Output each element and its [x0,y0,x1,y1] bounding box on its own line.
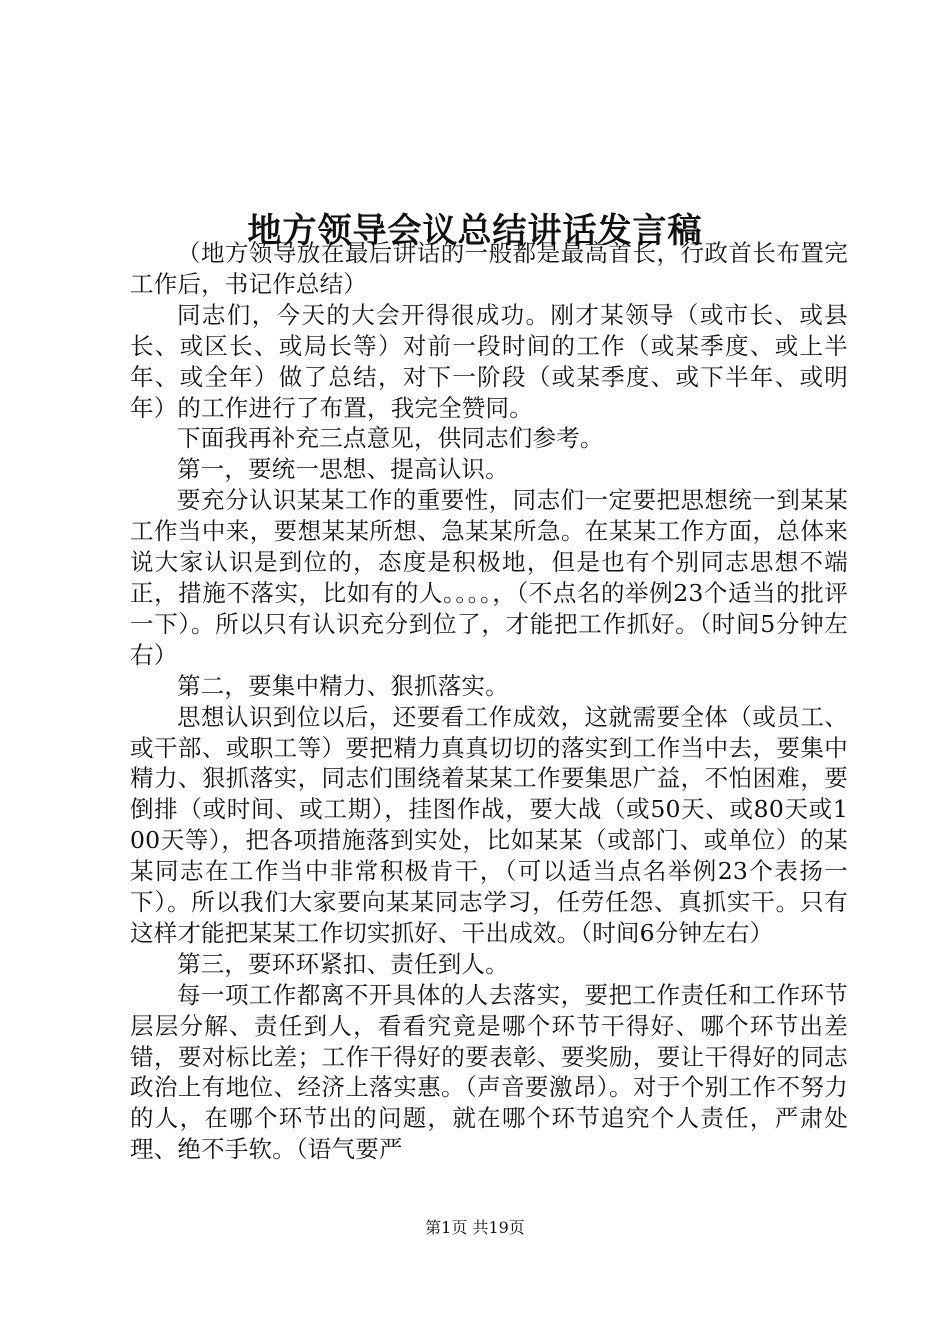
heading-point-three: 第三，要环环紧扣、责任到人。 [177,949,509,978]
heading-point-two: 第二，要集中精力、狠抓落实。 [177,671,509,700]
document-title: 地方领导会议总结讲话发言稿 [247,210,703,251]
paragraph-intro-note: （地方领导放在最后讲话的一般都是最高首长，行政首长布置完工作后，书记作总结） [130,239,848,298]
heading-point-one: 第一，要统一思想、提高认识。 [177,455,509,484]
paragraph-point-three: 每一项工作都离不开具体的人去落实，要把工作责任和工作环节层层分解、责任到人，看看究竟是哪个环节干得好、哪个环节出差错，要对标比差；工作干得好的要表彰、要奖励，要让干得好的同志政治上有地位、经济上落实惠。（声音要激昂）。对于个别工作不努力的人，在哪个环节出的问题，就在哪个环节追究个人责任，严肃处理、绝不手软。（语气要严 [130,980,848,1164]
page-number-footer: 第1页 共19页 [425,1218,525,1237]
paragraph-transition: 下面我再补充三点意见，供同志们参考。 [177,424,604,453]
paragraph-point-two: 思想认识到位以后，还要看工作成效，这就需要全体（或员工、或干部、或职工等）要把精力真真切切的落实到工作当中去，要集中精力、狠抓落实，同志们围绕着某某工作要集思广益，不怕困难，要倒排（或时间、或工期），挂图作战，要大战（或50天、或80天或100天等），把各项措施落到实处，比如某某（或部门、或单位）的某某同志在工作当中非常积极肯干，（可以适当点名举例23个表扬一下）。所以我们大家要向某某同志学习，任劳任怨、真抓实干。只有这样才能把某某工作切实抓好、干出成效。（时间6分钟左右） [130,702,848,947]
document-body [130,238,848,1165]
paragraph-point-one: 要充分认识某某工作的重要性，同志们一定要把思想统一到某某工作当中来，要想某某所想、急某某所急。在某某工作方面，总体来说大家认识是到位的，态度是积极地，但是也有个别同志思想不端正，措施不落实，比如有的人。。。。，（不点名的举例23个适当的批评一下）。所以只有认识充分到位了，才能把工作抓好。（时间5分钟左右） [130,486,848,669]
paragraph-opening: 同志们，今天的大会开得很成功。刚才某领导（或市长、或县长、或区长、或局长等）对前一段时间的工作（或某季度、或上半年、或全年）做了总结，对下一阶段（或某季度、或下半年、或明年）的工作进行了布置，我完全赞同。 [130,300,848,422]
